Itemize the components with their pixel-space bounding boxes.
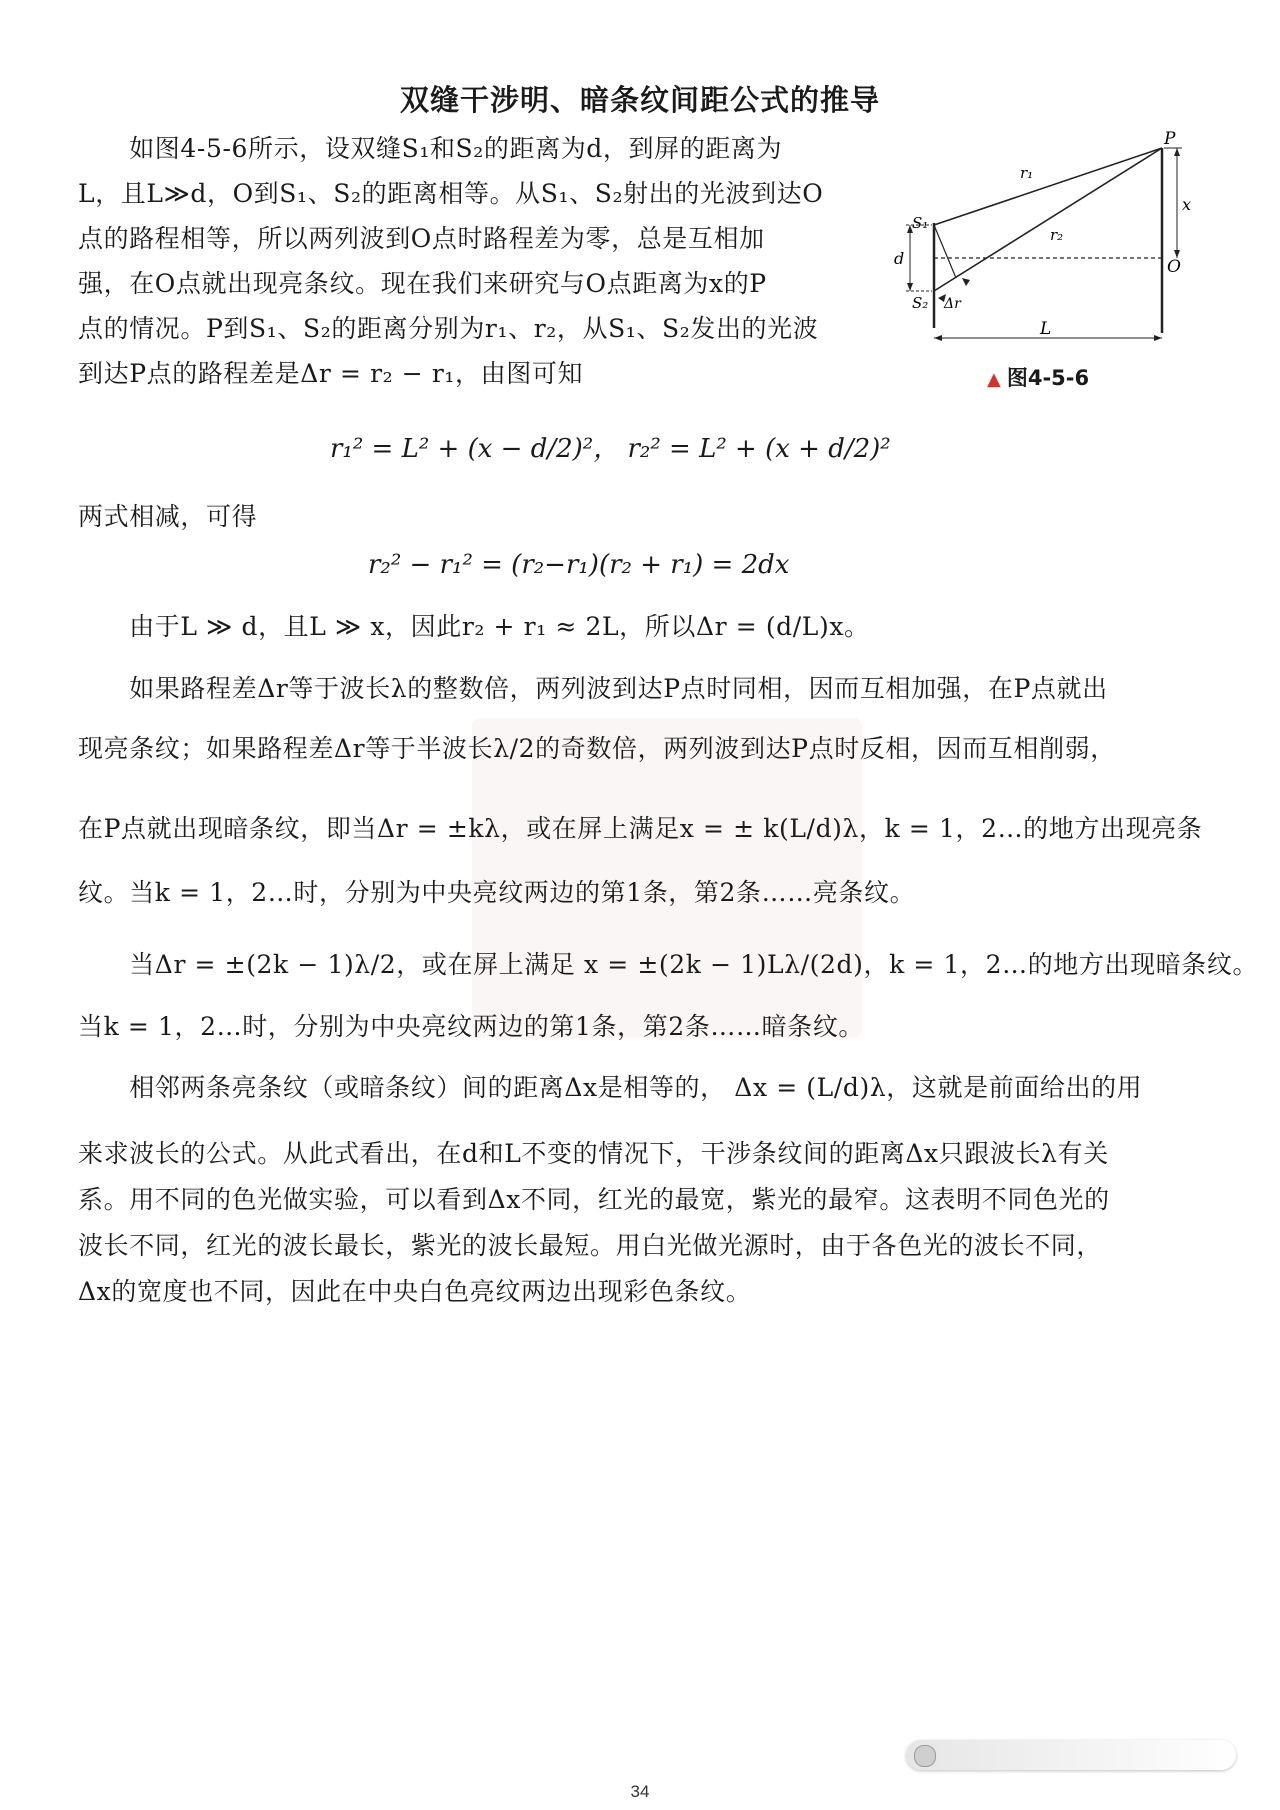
scroll-knob-icon[interactable]	[914, 1745, 936, 1767]
ray-r2	[934, 148, 1162, 291]
equation-r-squared: r₁² = L² + (x − d/2)²， r₂² = L² + (x + d/2)²	[330, 434, 891, 464]
equation-difference: r₂² − r₁² = (r₂−r₁)(r₂ + r₁) = 2dx	[368, 550, 790, 580]
ray-r1	[934, 148, 1162, 225]
paragraph-line: L，且L≫d，O到S₁、S₂的距离相等。从S₁、S₂射出的光波到达O	[78, 179, 824, 208]
paragraph-line: 纹。当k = 1，2…时，分别为中央亮纹两边的第1条，第2条……亮条纹。	[78, 878, 916, 907]
caption-triangle-icon: ▲	[987, 369, 1001, 390]
double-slit-figure	[872, 128, 1192, 353]
label-d: d	[894, 249, 905, 268]
paragraph-line: 到达P点的路程差是Δr = r₂ − r₁，由图可知	[78, 359, 584, 388]
paragraph-line: 如图4-5-6所示，设双缝S₁和S₂的距离为d，到屏的距离为	[78, 134, 783, 163]
perpendicular-line	[934, 225, 956, 278]
page-number: 34	[630, 1782, 650, 1801]
figure-caption	[987, 362, 1089, 392]
paragraph-line: 来求波长的公式。从此式看出，在d和L不变的情况下，干涉条纹间的距离Δx只跟波长λ有关	[78, 1139, 1109, 1168]
paragraph-line: 现亮条纹；如果路程差Δr等于半波长λ/2的奇数倍，两列波到达P点时反相，因而互相削弱，	[78, 734, 1116, 763]
paragraph-line: 强，在O点就出现亮条纹。现在我们来研究与O点距离为x的P	[78, 269, 767, 298]
label-L: L	[1040, 319, 1052, 339]
paragraph-line: 系。用不同的色光做实验，可以看到Δx不同，红光的最宽，紫光的最窄。这表明不同色光的	[78, 1185, 1110, 1214]
paragraph-line: 如果路程差Δr等于波长λ的整数倍，两列波到达P点时同相，因而互相加强，在P点就出	[78, 674, 1108, 703]
label-delta-r: Δr	[944, 296, 961, 312]
label-P: P	[1164, 129, 1176, 149]
paragraph-line: 两式相减，可得	[78, 502, 258, 531]
paragraph-line: Δx的宽度也不同，因此在中央白色亮纹两边出现彩色条纹。	[78, 1277, 752, 1306]
scroll-indicator[interactable]	[906, 1740, 1236, 1770]
label-S1: S₁	[912, 214, 929, 232]
label-r1: r₁	[1020, 164, 1034, 182]
label-r2: r₂	[1050, 226, 1064, 244]
label-O: O	[1167, 257, 1181, 277]
paragraph-line: 相邻两条亮条纹（或暗条纹）间的距离Δx是相等的， Δx = (L/d)λ，这就是前面给出的用	[78, 1073, 1143, 1102]
label-x: x	[1182, 195, 1192, 214]
label-S2: S₂	[912, 294, 929, 312]
figure-caption-text: 图4-5-6	[1006, 366, 1090, 390]
paragraph-line: 波长不同，红光的波长最长，紫光的波长最短。用白光做光源时，由于各色光的波长不同，	[78, 1231, 1103, 1260]
paragraph-line: 在P点就出现暗条纹，即当Δr = ±kλ，或在屏上满足x = ± k(L/d)λ，k = 1，2…的地方出现亮条	[78, 814, 1203, 843]
paragraph-line: 当k = 1，2…时，分别为中央亮纹两边的第1条，第2条……暗条纹。	[78, 1012, 865, 1041]
paragraph-line: 点的情况。P到S₁、S₂的距离分别为r₁、r₂，从S₁、S₂发出的光波	[78, 314, 819, 343]
page-title: 双缝干涉明、暗条纹间距公式的推导	[399, 83, 880, 117]
paragraph-line: 由于L ≫ d，且L ≫ x，因此r₂ + r₁ ≈ 2L，所以Δr = (d/L)x。	[78, 612, 870, 641]
paragraph-line: 点的路程相等，所以两列波到O点时路程差为零，总是互相加	[78, 224, 765, 253]
paragraph-line: 当Δr = ±(2k − 1)λ/2，或在屏上满足 x = ±(2k − 1)Lλ/(2d)，k = 1，2…的地方出现暗条纹。	[78, 950, 1259, 979]
